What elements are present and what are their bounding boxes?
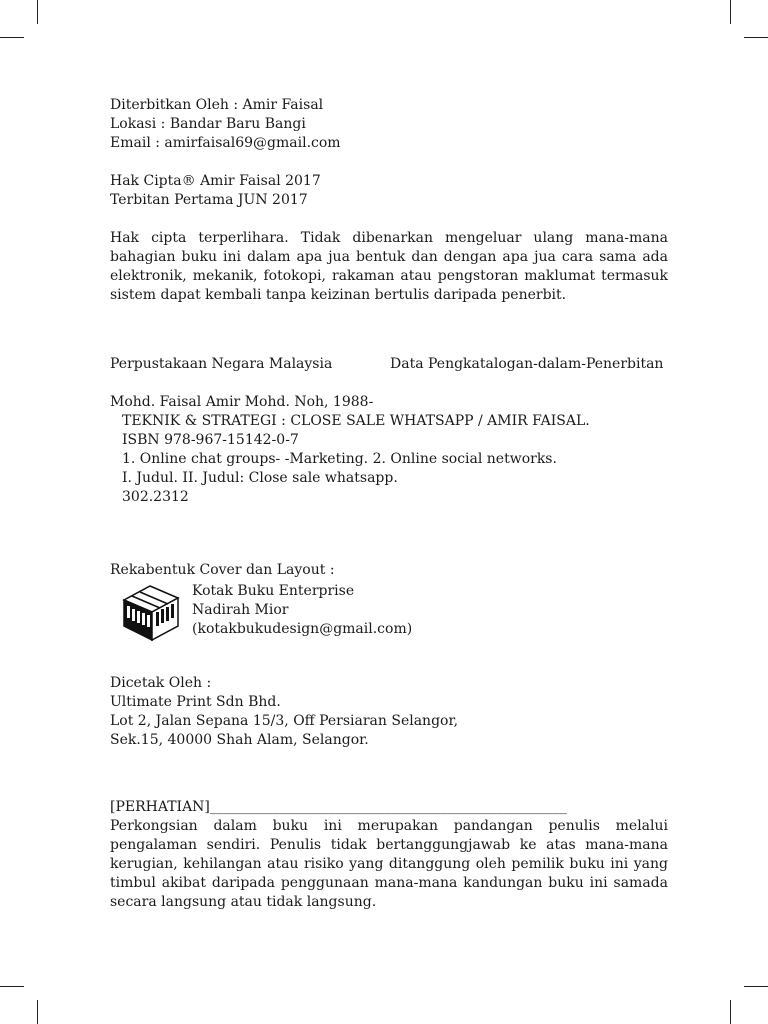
publisher-email: Email : amirfaisal69@gmail.com — [110, 135, 341, 151]
catalog-classification: 302.2312 — [122, 489, 189, 505]
disclaimer-heading: [PERHATIAN]___________________________________________________ — [110, 799, 567, 815]
design-credit-text — [192, 582, 412, 639]
crop-mark-bottom-left-horizontal — [0, 986, 24, 987]
published-by: Diterbitkan Oleh : Amir Faisal — [110, 97, 324, 113]
design-credit — [110, 582, 668, 642]
design-company: Kotak Buku Enterprise — [192, 583, 355, 599]
catalog-author: Mohd. Faisal Amir Mohd. Noh, 1988- — [110, 394, 374, 410]
design-heading: Rekabentuk Cover dan Layout : — [110, 562, 335, 578]
catalog-titles: I. Judul. II. Judul: Close sale whatsapp. — [122, 470, 398, 486]
design-email: (kotakbukudesign@gmail.com) — [192, 621, 413, 637]
copyright-section — [110, 172, 668, 210]
crop-mark-top-right-horizontal — [744, 37, 768, 38]
design-designer: Nadirah Mior — [192, 602, 289, 618]
printer-heading: Dicetak Oleh : — [110, 675, 212, 691]
catalog-title: TEKNIK & STRATEGI : CLOSE SALE WHATSAPP / AMIR FAISAL. — [122, 413, 590, 429]
disclaimer-section — [110, 798, 668, 912]
printer-address-line-2: Sek.15, 40000 Shah Alam, Selangor. — [110, 732, 369, 748]
catalog-header-library: Perpustakaan Negara Malaysia — [110, 356, 333, 372]
crop-mark-bottom-right-horizontal — [744, 986, 768, 987]
printer-name: Ultimate Print Sdn Bhd. — [110, 694, 281, 710]
catalog-subjects: 1. Online chat groups- -Marketing. 2. Online social networks. — [122, 451, 557, 467]
catalog-header-cip: Data Pengkatalogan-dalam-Penerbitan — [390, 356, 664, 372]
copyright-notice: Hak cipta terperlihara. Tidak dibenarkan mengeluar ulang mana-mana bahagian buku ini dalam apa jua bentuk dan dengan apa jua cara sama ada elektronik, mekanik, fotokopi, rakaman atau pengstoran maklumat termasuk sistem dapat kembali tanpa keizinan bertulis daripada penerbit. — [110, 230, 668, 303]
kotak-buku-logo — [116, 582, 186, 642]
catalog-isbn: ISBN 978-967-15142-0-7 — [122, 432, 299, 448]
crop-mark-bottom-right-vertical — [730, 1000, 731, 1024]
publisher-section — [110, 96, 668, 153]
catalog-header — [110, 355, 668, 374]
crop-mark-bottom-left-vertical — [37, 1000, 38, 1024]
first-edition-line: Terbitan Pertama JUN 2017 — [110, 192, 308, 208]
crop-mark-top-left-vertical — [37, 0, 38, 24]
printer-section — [110, 674, 668, 750]
publisher-location: Lokasi : Bandar Baru Bangi — [110, 116, 306, 132]
catalog-section — [110, 355, 668, 507]
copyright-line: Hak Cipta® Amir Faisal 2017 — [110, 173, 321, 189]
disclaimer-body: Perkongsian dalam buku ini merupakan pandangan penulis melalui pengalaman sendiri. Penulis tidak bertanggungjawab ke atas mana-mana kerugian, kehilangan atau risiko yang ditanggung oleh pemilik buku ini yang timbul akibat daripada penggunaan mana-mana kandungan buku ini samada secara langsung atau tidak langsung. — [110, 818, 668, 910]
crop-mark-top-left-horizontal — [0, 37, 24, 38]
printer-address-line-1: Lot 2, Jalan Sepana 15/3, Off Persiaran Selangor, — [110, 713, 459, 729]
copyright-page — [110, 96, 668, 912]
design-section — [110, 561, 668, 642]
crop-mark-top-right-vertical — [730, 0, 731, 24]
